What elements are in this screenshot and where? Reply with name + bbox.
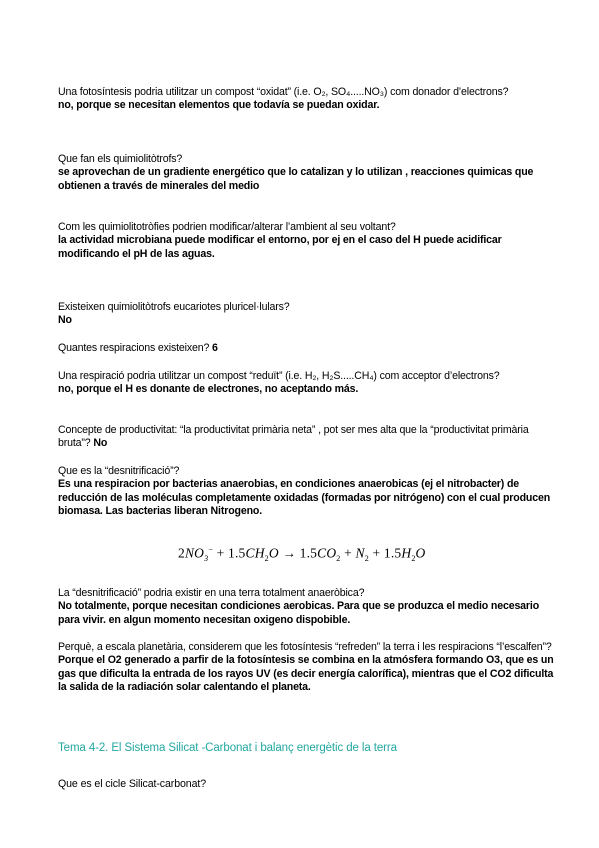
qa-block-10 bbox=[58, 641, 558, 695]
qa-block-7 bbox=[58, 424, 558, 451]
qa-block-4 bbox=[58, 301, 558, 328]
qa-block-1 bbox=[58, 86, 558, 113]
answer-text: No totalmente, porque necesitan condiciones aerobicas. Para que se produzca el medio necesario para vivir. en algun momento necesitan oxigeno dispobible. bbox=[58, 600, 540, 626]
answer-text: No bbox=[93, 437, 108, 450]
question-text: Existeixen quimiolitòtrofs eucariotes pluricel·lulars? bbox=[58, 301, 290, 313]
qa-block-5 bbox=[58, 342, 558, 355]
answer-text: no, porque se necesitan elementos que todavía se puedan oxidar. bbox=[58, 99, 380, 112]
question-text: La “desnitrificació” podria existir en una terra totalment anaeròbica? bbox=[58, 587, 365, 599]
answer-text: no, porque el H es donante de electrones, no aceptando más. bbox=[58, 383, 359, 396]
question-text: Una fotosíntesis podria utilitzar un compost “oxidat” (i.e. O₂, SO₄.....NO₃) com donador d’electrons? bbox=[58, 86, 509, 98]
question-text: Concepte de productivitat: “la productivitat primària neta” , pot ser mes alta que la “productivitat primària bruta”? bbox=[58, 424, 529, 450]
question-text: Una respiració podria utilitzar un compost “reduït” (i.e. H₂, H₂S.....CH₄) com acceptor d’electrons? bbox=[58, 370, 500, 382]
qa-block-8 bbox=[58, 465, 558, 519]
question-text: Quantes respiracions existeixen? bbox=[58, 342, 210, 354]
qa-block-9 bbox=[58, 587, 558, 627]
denitrification-equation: $2NO_3^- + 1.5CH_2O \to 1.5CO_2 + N_2 + 1.5H_2O$ bbox=[178, 545, 426, 564]
answer-text: la actividad microbiana puede modificar el entorno, por ej en el caso del H puede acidificar modificando el pH de las aguas. bbox=[58, 234, 502, 260]
answer-text: 6 bbox=[212, 342, 218, 354]
answer-text: Porque el O2 generado a parfir de la fotosíntesis se combina en la atmósfera formando O3, que es un gas que dificulta la entrada de los rayos UV (es decir energía calorífica), mientras que el CO2 dificulta la salida de la radiación solar calentando el planeta. bbox=[58, 654, 554, 694]
qa-block-6 bbox=[58, 370, 558, 397]
answer-text: No bbox=[58, 314, 72, 327]
answer-text: Es una respiracion por bacterias anaerobias, en condiciones anaerobicas (ej el nitrobacter) de reducción de las moléculas completamente oxidadas (formadas por nitrógeno) con el cual producen biomasa. Las bacterias liberan Nitrogeno. bbox=[58, 478, 551, 518]
question-text: Com les quimiolitotròfies podrien modificar/alterar l’ambient al seu voltant? bbox=[58, 221, 396, 233]
question-text: Perquè, a escala planetària, considerem que les fotosíntesis “refreden” la terra i les respiracions “l’escalfen”? bbox=[58, 641, 552, 653]
question-text: Que fan els quimiolitòtrofs? bbox=[58, 153, 183, 165]
final-question: Que es el cicle Silicat-carbonat? bbox=[58, 778, 207, 790]
qa-block-3 bbox=[58, 221, 558, 261]
answer-text: se aprovechan de un gradiente energético que lo catalizan y lo utilizan , reacciones quimicas que obtienen a través de minerales del medio bbox=[58, 166, 534, 192]
qa-block-2 bbox=[58, 153, 558, 193]
question-text: Que es la “desnitrificació”? bbox=[58, 465, 180, 477]
section-heading: Tema 4-2. El Sistema Silicat -Carbonat i balanç energètic de la terra bbox=[58, 742, 397, 754]
